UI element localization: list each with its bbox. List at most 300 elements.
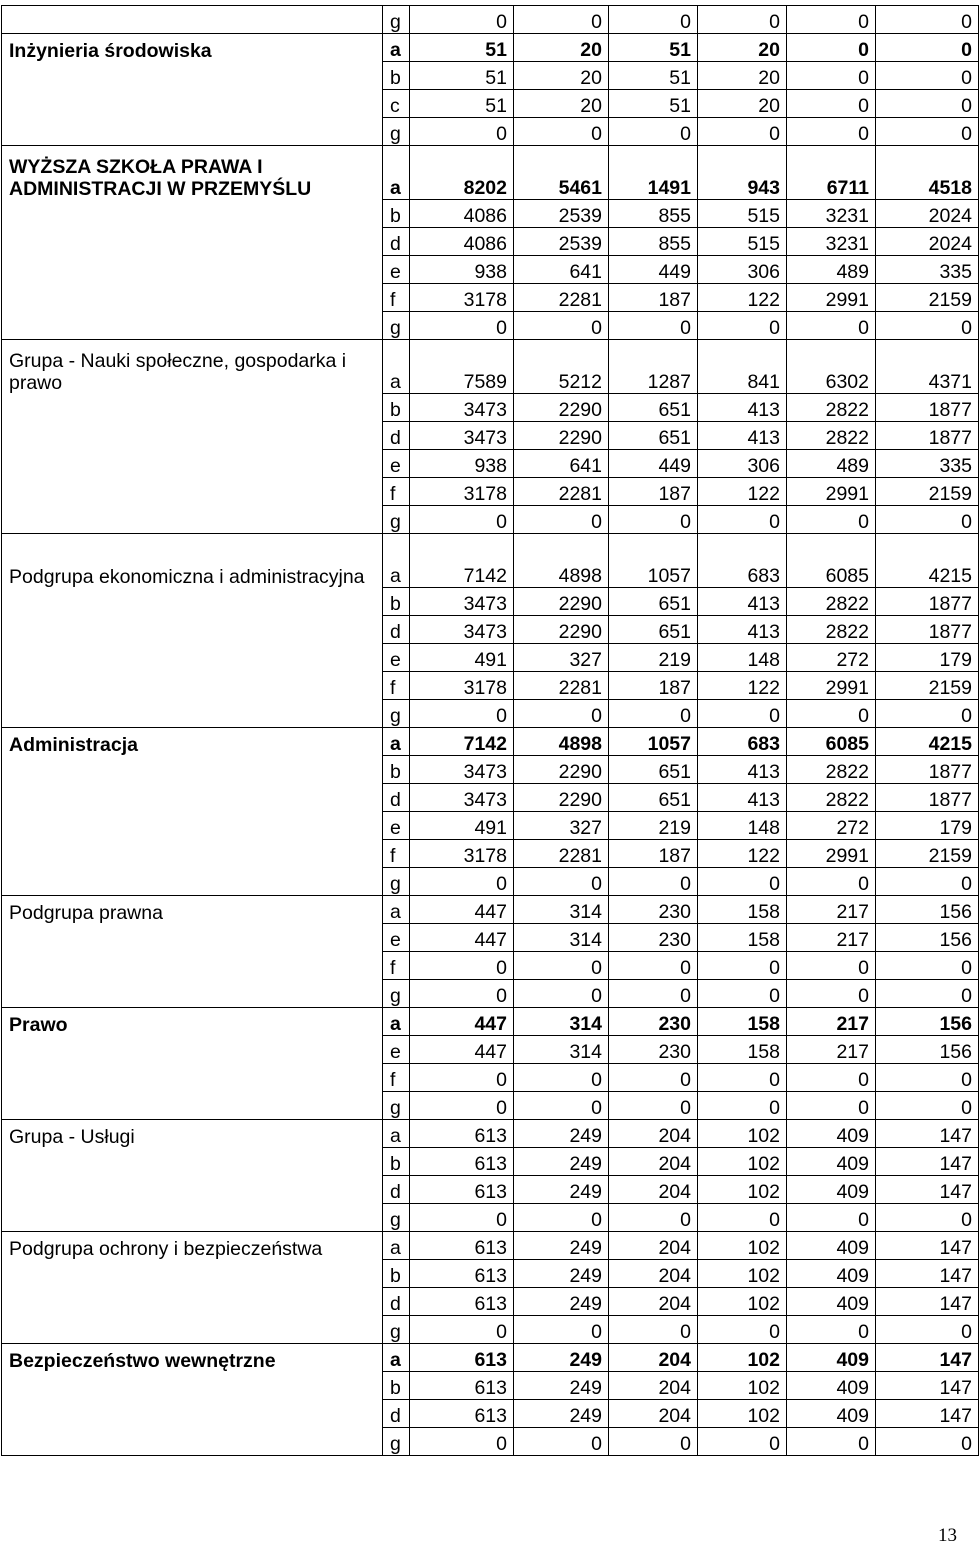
value-cell: 0 xyxy=(514,1092,609,1120)
value-cell: 0 xyxy=(609,6,698,34)
value-cell: 1877 xyxy=(876,422,979,450)
table-row xyxy=(2,284,979,312)
row-name-cell xyxy=(2,840,383,868)
table-row xyxy=(2,1064,979,1092)
value-cell: 122 xyxy=(698,478,787,506)
value-cell: 230 xyxy=(609,896,698,924)
value-cell: 0 xyxy=(609,1092,698,1120)
value-cell: 1877 xyxy=(876,588,979,616)
table-row xyxy=(2,840,979,868)
value-cell: 2822 xyxy=(787,784,876,812)
value-cell: 2290 xyxy=(514,394,609,422)
row-code-cell: b xyxy=(383,1148,410,1176)
row-name-cell: Podgrupa ekonomiczna i administracyjna xyxy=(2,534,383,588)
value-cell: 219 xyxy=(609,644,698,672)
value-cell: 327 xyxy=(514,644,609,672)
value-cell: 0 xyxy=(410,700,514,728)
value-cell: 2539 xyxy=(514,228,609,256)
value-cell: 0 xyxy=(609,1316,698,1344)
value-cell: 409 xyxy=(787,1176,876,1204)
row-name-cell xyxy=(2,784,383,812)
value-cell: 204 xyxy=(609,1260,698,1288)
value-cell: 7142 xyxy=(410,534,514,588)
value-cell: 413 xyxy=(698,616,787,644)
value-cell: 122 xyxy=(698,840,787,868)
value-cell: 0 xyxy=(410,118,514,146)
table-row xyxy=(2,506,979,534)
value-cell: 2290 xyxy=(514,588,609,616)
value-cell: 0 xyxy=(787,34,876,62)
value-cell: 613 xyxy=(410,1232,514,1260)
value-cell: 409 xyxy=(787,1232,876,1260)
value-cell: 3178 xyxy=(410,284,514,312)
value-cell: 217 xyxy=(787,924,876,952)
value-cell: 413 xyxy=(698,394,787,422)
row-code-cell: a xyxy=(383,34,410,62)
value-cell: 187 xyxy=(609,672,698,700)
value-cell: 613 xyxy=(410,1288,514,1316)
value-cell: 0 xyxy=(609,1204,698,1232)
value-cell: 641 xyxy=(514,256,609,284)
value-cell: 314 xyxy=(514,896,609,924)
value-cell: 147 xyxy=(876,1232,979,1260)
value-cell: 2991 xyxy=(787,672,876,700)
value-cell: 3473 xyxy=(410,394,514,422)
value-cell: 230 xyxy=(609,1008,698,1036)
value-cell: 0 xyxy=(876,1204,979,1232)
value-cell: 0 xyxy=(698,952,787,980)
value-cell: 613 xyxy=(410,1260,514,1288)
row-code-cell: b xyxy=(383,756,410,784)
value-cell: 0 xyxy=(609,1428,698,1456)
row-name-cell xyxy=(2,256,383,284)
value-cell: 449 xyxy=(609,256,698,284)
value-cell: 1057 xyxy=(609,728,698,756)
value-cell: 148 xyxy=(698,812,787,840)
value-cell: 158 xyxy=(698,1008,787,1036)
row-name-cell xyxy=(2,478,383,506)
value-cell: 0 xyxy=(410,506,514,534)
row-name-cell: WYŻSZA SZKOŁA PRAWA I ADMINISTRACJI W PRZEMYŚLU xyxy=(2,146,383,200)
row-code-cell: d xyxy=(383,422,410,450)
value-cell: 515 xyxy=(698,200,787,228)
value-cell: 51 xyxy=(410,90,514,118)
row-code-cell: e xyxy=(383,924,410,952)
value-cell: 122 xyxy=(698,284,787,312)
value-cell: 651 xyxy=(609,394,698,422)
value-cell: 613 xyxy=(410,1400,514,1428)
value-cell: 3178 xyxy=(410,672,514,700)
table-row xyxy=(2,1148,979,1176)
value-cell: 2822 xyxy=(787,422,876,450)
value-cell: 5461 xyxy=(514,146,609,200)
value-cell: 0 xyxy=(698,1316,787,1344)
row-name-cell xyxy=(2,90,383,118)
row-code-cell: d xyxy=(383,1288,410,1316)
table-row xyxy=(2,534,979,588)
table-row xyxy=(2,588,979,616)
table-row xyxy=(2,256,979,284)
value-cell: 0 xyxy=(876,34,979,62)
value-cell: 147 xyxy=(876,1288,979,1316)
table-row xyxy=(2,1260,979,1288)
value-cell: 1491 xyxy=(609,146,698,200)
value-cell: 0 xyxy=(514,1064,609,1092)
table-row xyxy=(2,1372,979,1400)
value-cell: 147 xyxy=(876,1120,979,1148)
row-code-cell: g xyxy=(383,312,410,340)
value-cell: 0 xyxy=(876,700,979,728)
row-name-cell xyxy=(2,1064,383,1092)
value-cell: 187 xyxy=(609,840,698,868)
value-cell: 0 xyxy=(514,700,609,728)
value-cell: 158 xyxy=(698,896,787,924)
value-cell: 51 xyxy=(609,90,698,118)
row-name-cell xyxy=(2,1400,383,1428)
table-row xyxy=(2,1036,979,1064)
value-cell: 3473 xyxy=(410,588,514,616)
row-name-cell xyxy=(2,1036,383,1064)
value-cell: 409 xyxy=(787,1260,876,1288)
value-cell: 0 xyxy=(787,118,876,146)
row-code-cell: a xyxy=(383,1344,410,1372)
value-cell: 249 xyxy=(514,1232,609,1260)
value-cell: 179 xyxy=(876,644,979,672)
value-cell: 683 xyxy=(698,728,787,756)
value-cell: 2024 xyxy=(876,200,979,228)
row-code-cell: f xyxy=(383,284,410,312)
value-cell: 249 xyxy=(514,1120,609,1148)
value-cell: 0 xyxy=(698,868,787,896)
value-cell: 204 xyxy=(609,1372,698,1400)
value-cell: 156 xyxy=(876,1008,979,1036)
row-name-cell: Grupa - Nauki społeczne, gospodarka i prawo xyxy=(2,340,383,394)
table-row xyxy=(2,312,979,340)
value-cell: 0 xyxy=(876,868,979,896)
value-cell: 148 xyxy=(698,644,787,672)
value-cell: 20 xyxy=(698,62,787,90)
value-cell: 491 xyxy=(410,812,514,840)
value-cell: 651 xyxy=(609,422,698,450)
table-row xyxy=(2,90,979,118)
value-cell: 409 xyxy=(787,1148,876,1176)
row-code-cell: a xyxy=(383,1008,410,1036)
row-code-cell: f xyxy=(383,672,410,700)
row-name-cell xyxy=(2,924,383,952)
table-row xyxy=(2,34,979,62)
value-cell: 8202 xyxy=(410,146,514,200)
value-cell: 0 xyxy=(609,952,698,980)
value-cell: 683 xyxy=(698,534,787,588)
value-cell: 249 xyxy=(514,1372,609,1400)
table-row xyxy=(2,1176,979,1204)
value-cell: 179 xyxy=(876,812,979,840)
value-cell: 1877 xyxy=(876,394,979,422)
value-cell: 0 xyxy=(787,506,876,534)
value-cell: 0 xyxy=(787,980,876,1008)
value-cell: 147 xyxy=(876,1148,979,1176)
row-name-cell xyxy=(2,1092,383,1120)
value-cell: 938 xyxy=(410,450,514,478)
value-cell: 0 xyxy=(514,6,609,34)
value-cell: 102 xyxy=(698,1344,787,1372)
value-cell: 0 xyxy=(514,868,609,896)
value-cell: 855 xyxy=(609,200,698,228)
value-cell: 5212 xyxy=(514,340,609,394)
value-cell: 841 xyxy=(698,340,787,394)
row-code-cell: a xyxy=(383,340,410,394)
value-cell: 306 xyxy=(698,450,787,478)
value-cell: 938 xyxy=(410,256,514,284)
value-cell: 0 xyxy=(698,312,787,340)
value-cell: 3473 xyxy=(410,756,514,784)
row-code-cell: d xyxy=(383,616,410,644)
value-cell: 314 xyxy=(514,924,609,952)
value-cell: 0 xyxy=(698,700,787,728)
value-cell: 0 xyxy=(876,980,979,1008)
value-cell: 0 xyxy=(698,980,787,1008)
value-cell: 0 xyxy=(514,952,609,980)
value-cell: 413 xyxy=(698,588,787,616)
value-cell: 0 xyxy=(787,6,876,34)
value-cell: 613 xyxy=(410,1120,514,1148)
table-row xyxy=(2,616,979,644)
row-name-cell xyxy=(2,450,383,478)
value-cell: 147 xyxy=(876,1372,979,1400)
value-cell: 6302 xyxy=(787,340,876,394)
value-cell: 3231 xyxy=(787,228,876,256)
row-code-cell: g xyxy=(383,700,410,728)
value-cell: 158 xyxy=(698,1036,787,1064)
value-cell: 0 xyxy=(698,118,787,146)
table-row xyxy=(2,672,979,700)
value-cell: 409 xyxy=(787,1120,876,1148)
value-cell: 651 xyxy=(609,616,698,644)
row-name-cell xyxy=(2,756,383,784)
table-row xyxy=(2,1288,979,1316)
value-cell: 204 xyxy=(609,1288,698,1316)
value-cell: 204 xyxy=(609,1232,698,1260)
value-cell: 409 xyxy=(787,1400,876,1428)
value-cell: 272 xyxy=(787,644,876,672)
value-cell: 7142 xyxy=(410,728,514,756)
row-name-cell xyxy=(2,700,383,728)
value-cell: 613 xyxy=(410,1176,514,1204)
table-row xyxy=(2,756,979,784)
table-row xyxy=(2,394,979,422)
value-cell: 2290 xyxy=(514,616,609,644)
value-cell: 249 xyxy=(514,1176,609,1204)
value-cell: 0 xyxy=(514,1428,609,1456)
row-code-cell: e xyxy=(383,1036,410,1064)
value-cell: 217 xyxy=(787,1036,876,1064)
value-cell: 204 xyxy=(609,1120,698,1148)
row-name-cell xyxy=(2,228,383,256)
row-code-cell: e xyxy=(383,644,410,672)
value-cell: 230 xyxy=(609,924,698,952)
value-cell: 0 xyxy=(410,1204,514,1232)
value-cell: 1877 xyxy=(876,756,979,784)
value-cell: 217 xyxy=(787,896,876,924)
table-row xyxy=(2,1428,979,1456)
row-code-cell: b xyxy=(383,394,410,422)
value-cell: 6085 xyxy=(787,728,876,756)
table-row xyxy=(2,1400,979,1428)
row-code-cell: f xyxy=(383,1064,410,1092)
value-cell: 0 xyxy=(787,1428,876,1456)
value-cell: 0 xyxy=(787,868,876,896)
value-cell: 2290 xyxy=(514,422,609,450)
value-cell: 0 xyxy=(876,6,979,34)
value-cell: 2991 xyxy=(787,840,876,868)
value-cell: 0 xyxy=(410,868,514,896)
value-cell: 4898 xyxy=(514,534,609,588)
value-cell: 0 xyxy=(698,1204,787,1232)
table-row xyxy=(2,340,979,394)
value-cell: 219 xyxy=(609,812,698,840)
row-name-cell xyxy=(2,506,383,534)
value-cell: 204 xyxy=(609,1148,698,1176)
row-name-cell xyxy=(2,1204,383,1232)
value-cell: 0 xyxy=(787,1204,876,1232)
value-cell: 51 xyxy=(609,34,698,62)
table-row xyxy=(2,868,979,896)
value-cell: 249 xyxy=(514,1400,609,1428)
row-code-cell: g xyxy=(383,118,410,146)
value-cell: 0 xyxy=(410,1092,514,1120)
value-cell: 651 xyxy=(609,588,698,616)
value-cell: 2281 xyxy=(514,672,609,700)
value-cell: 0 xyxy=(876,90,979,118)
table-row xyxy=(2,6,979,34)
statistics-table xyxy=(1,5,979,1456)
row-name-cell xyxy=(2,812,383,840)
value-cell: 2991 xyxy=(787,284,876,312)
value-cell: 204 xyxy=(609,1344,698,1372)
value-cell: 20 xyxy=(698,34,787,62)
value-cell: 4898 xyxy=(514,728,609,756)
value-cell: 2159 xyxy=(876,672,979,700)
table-row xyxy=(2,478,979,506)
row-name-cell: Grupa - Usługi xyxy=(2,1120,383,1148)
row-code-cell: c xyxy=(383,90,410,118)
row-code-cell: f xyxy=(383,840,410,868)
value-cell: 413 xyxy=(698,784,787,812)
value-cell: 102 xyxy=(698,1176,787,1204)
value-cell: 0 xyxy=(787,1064,876,1092)
value-cell: 489 xyxy=(787,256,876,284)
statistics-table-body xyxy=(2,6,979,1456)
table-row xyxy=(2,228,979,256)
value-cell: 6085 xyxy=(787,534,876,588)
row-name-cell xyxy=(2,284,383,312)
value-cell: 0 xyxy=(876,1064,979,1092)
value-cell: 2159 xyxy=(876,840,979,868)
value-cell: 2159 xyxy=(876,284,979,312)
value-cell: 156 xyxy=(876,1036,979,1064)
row-code-cell: g xyxy=(383,1428,410,1456)
row-name-cell: Podgrupa ochrony i bezpieczeństwa xyxy=(2,1232,383,1260)
value-cell: 2822 xyxy=(787,394,876,422)
value-cell: 0 xyxy=(609,1064,698,1092)
value-cell: 327 xyxy=(514,812,609,840)
value-cell: 2539 xyxy=(514,200,609,228)
value-cell: 102 xyxy=(698,1120,787,1148)
row-code-cell: d xyxy=(383,1400,410,1428)
row-code-cell: b xyxy=(383,62,410,90)
value-cell: 651 xyxy=(609,784,698,812)
table-row xyxy=(2,1232,979,1260)
row-name-cell xyxy=(2,1176,383,1204)
value-cell: 2290 xyxy=(514,756,609,784)
value-cell: 0 xyxy=(410,1064,514,1092)
value-cell: 491 xyxy=(410,644,514,672)
row-code-cell: g xyxy=(383,980,410,1008)
row-name-cell xyxy=(2,644,383,672)
value-cell: 4371 xyxy=(876,340,979,394)
row-code-cell: a xyxy=(383,896,410,924)
value-cell: 3231 xyxy=(787,200,876,228)
value-cell: 0 xyxy=(514,980,609,1008)
row-name-cell xyxy=(2,1428,383,1456)
value-cell: 0 xyxy=(876,118,979,146)
row-name-cell xyxy=(2,588,383,616)
table-row xyxy=(2,980,979,1008)
value-cell: 156 xyxy=(876,924,979,952)
value-cell: 2024 xyxy=(876,228,979,256)
value-cell: 0 xyxy=(609,700,698,728)
value-cell: 1287 xyxy=(609,340,698,394)
value-cell: 204 xyxy=(609,1176,698,1204)
row-name-cell xyxy=(2,1316,383,1344)
value-cell: 641 xyxy=(514,450,609,478)
row-name-cell xyxy=(2,422,383,450)
value-cell: 0 xyxy=(787,312,876,340)
row-name-cell xyxy=(2,118,383,146)
value-cell: 0 xyxy=(514,312,609,340)
value-cell: 0 xyxy=(609,506,698,534)
value-cell: 0 xyxy=(698,1092,787,1120)
value-cell: 0 xyxy=(514,1316,609,1344)
value-cell: 147 xyxy=(876,1344,979,1372)
table-row xyxy=(2,896,979,924)
value-cell: 0 xyxy=(876,506,979,534)
value-cell: 0 xyxy=(410,980,514,1008)
value-cell: 156 xyxy=(876,896,979,924)
value-cell: 1057 xyxy=(609,534,698,588)
row-name-cell xyxy=(2,616,383,644)
value-cell: 3178 xyxy=(410,478,514,506)
value-cell: 158 xyxy=(698,924,787,952)
row-code-cell: e xyxy=(383,256,410,284)
table-row xyxy=(2,118,979,146)
table-row xyxy=(2,422,979,450)
value-cell: 249 xyxy=(514,1260,609,1288)
row-name-cell xyxy=(2,1148,383,1176)
row-code-cell: g xyxy=(383,1204,410,1232)
row-name-cell: Inżynieria środowiska xyxy=(2,34,383,62)
row-code-cell: d xyxy=(383,1176,410,1204)
value-cell: 2281 xyxy=(514,478,609,506)
table-row xyxy=(2,1008,979,1036)
row-code-cell: e xyxy=(383,812,410,840)
row-code-cell: a xyxy=(383,1232,410,1260)
table-row xyxy=(2,62,979,90)
value-cell: 413 xyxy=(698,422,787,450)
value-cell: 147 xyxy=(876,1400,979,1428)
value-cell: 147 xyxy=(876,1260,979,1288)
value-cell: 249 xyxy=(514,1344,609,1372)
